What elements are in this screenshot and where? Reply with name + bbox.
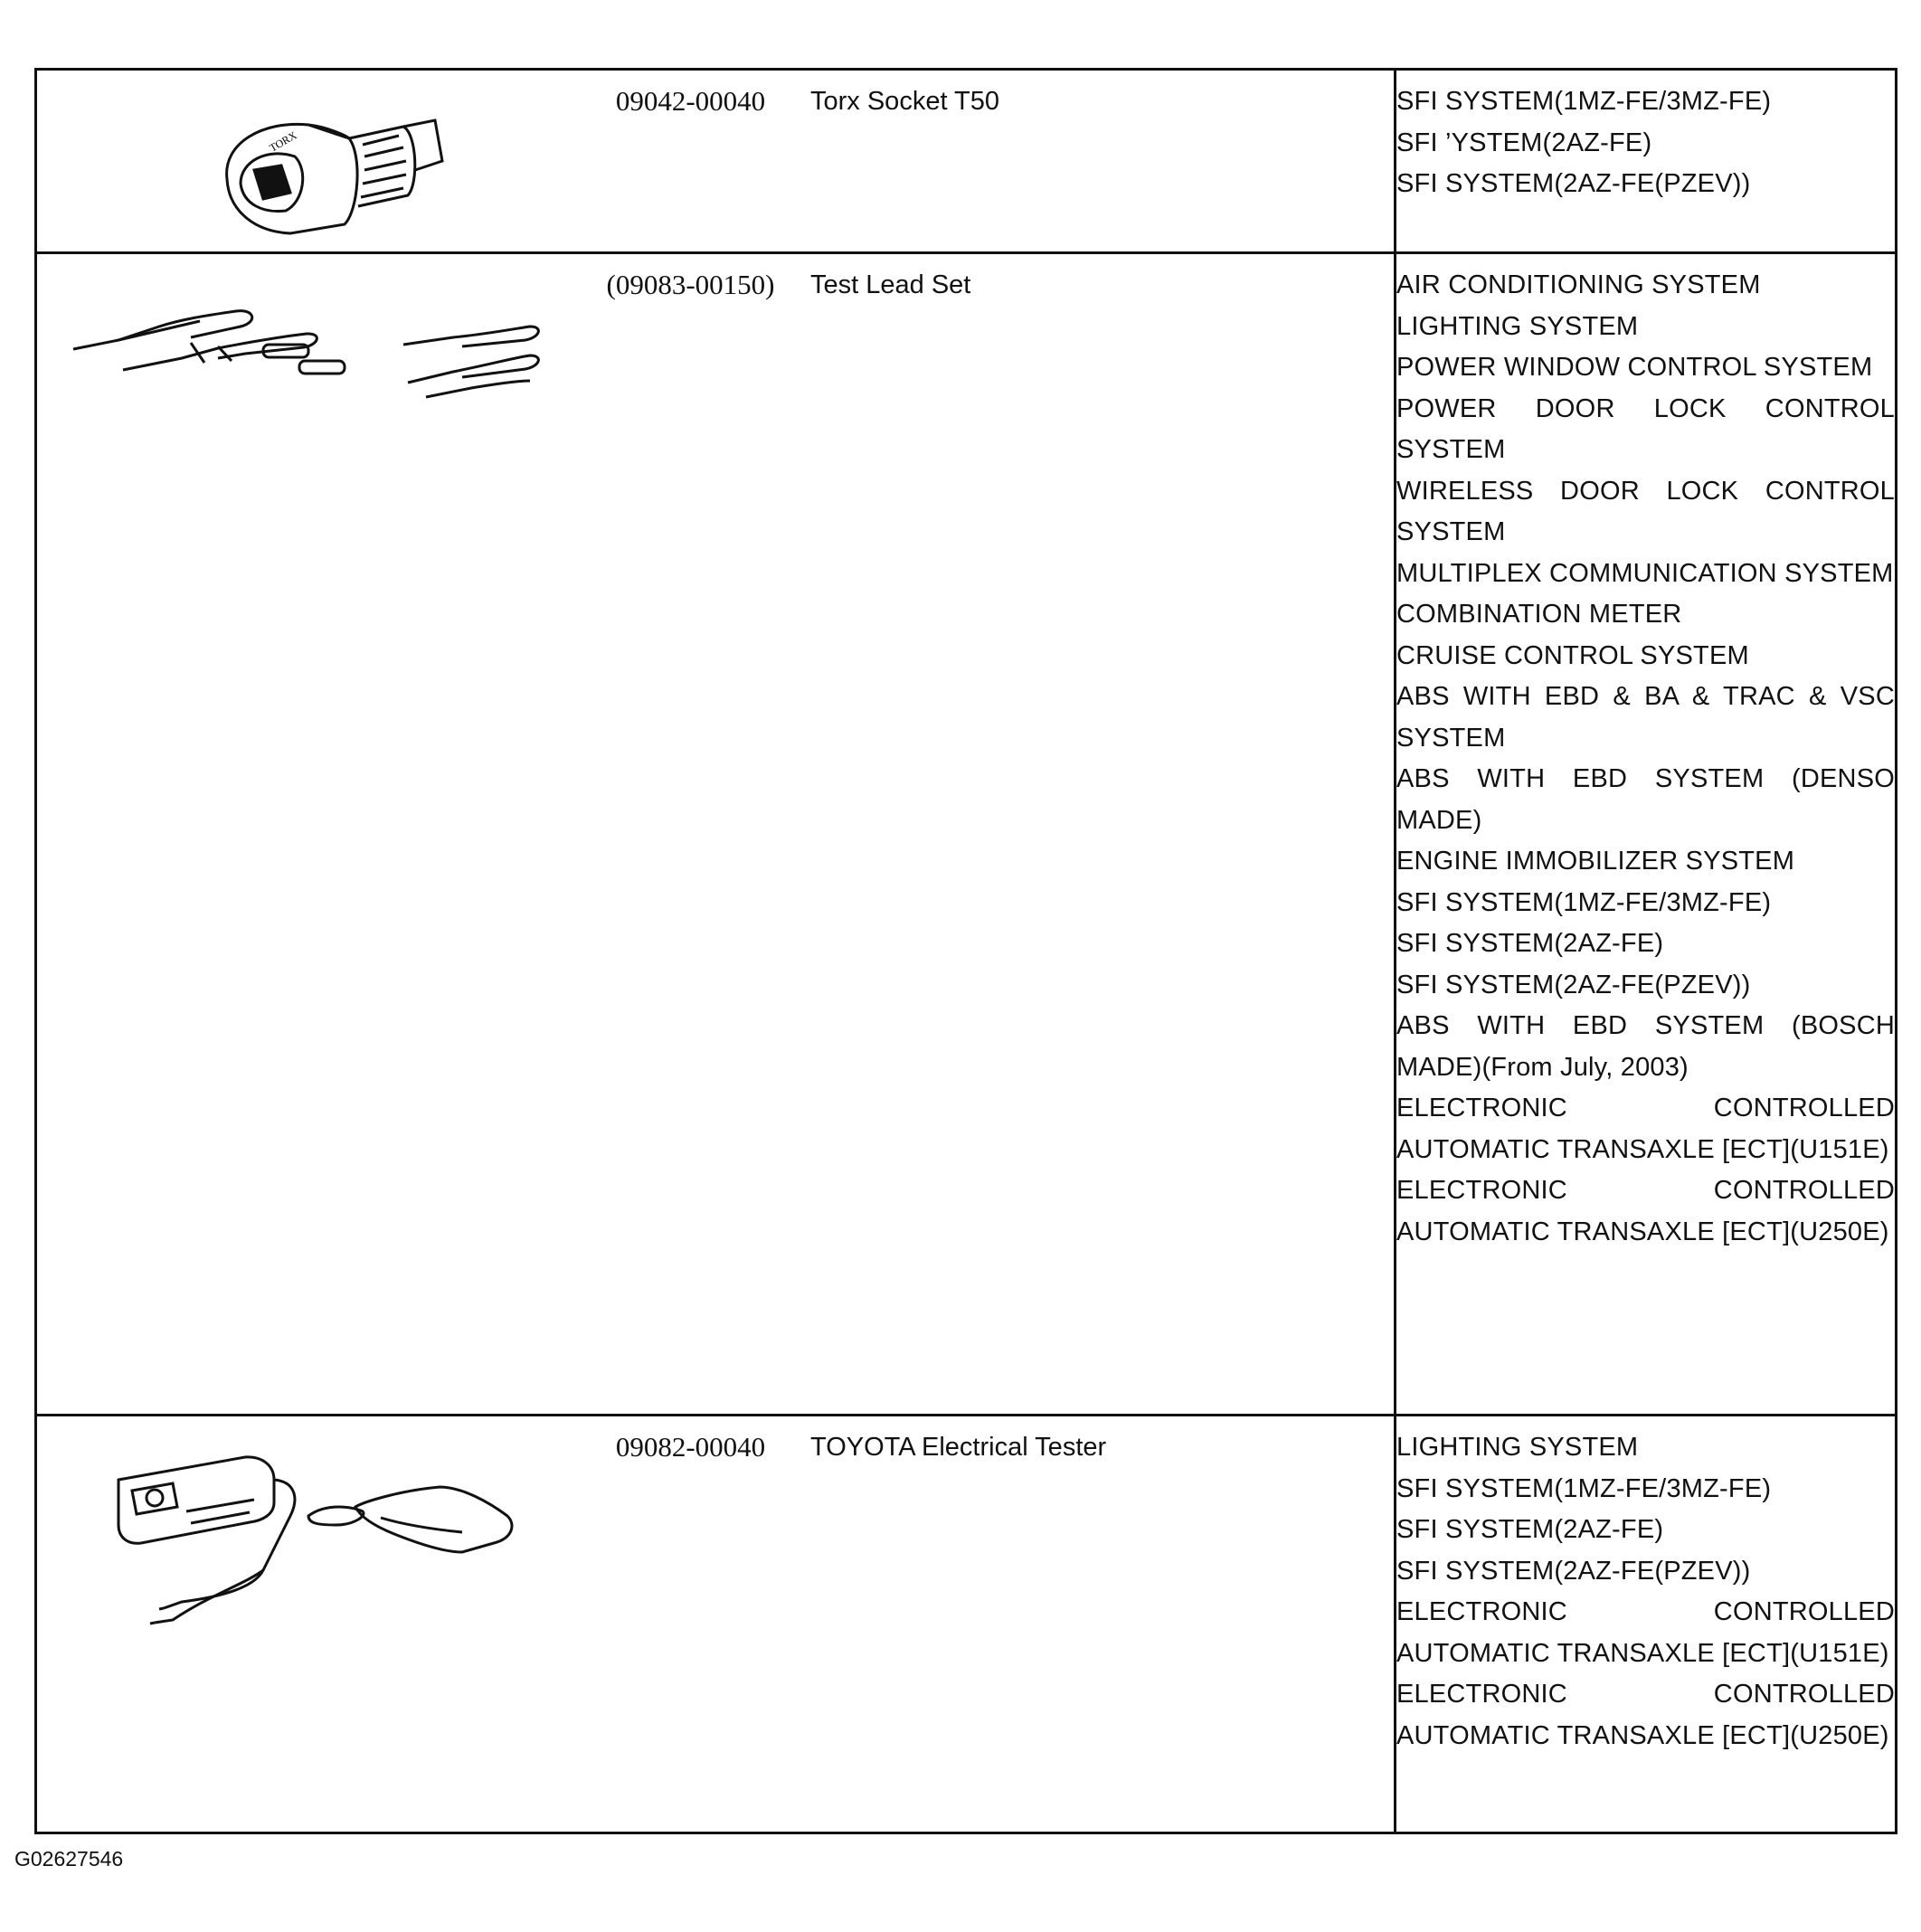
electrical-tester-icon xyxy=(37,1416,580,1643)
list-item: SFI SYSTEM(2AZ-FE) xyxy=(1396,929,1664,958)
list-item: AIR CONDITIONING SYSTEM xyxy=(1396,270,1761,299)
list-item: ELECTRONIC CONTROLLED AUTOMATIC TRANSAXLE [ECT](U151E) xyxy=(1396,1094,1895,1164)
list-item: POWER WINDOW CONTROL SYSTEM xyxy=(1396,353,1873,382)
table-row xyxy=(36,1416,1897,1833)
list-item: COMBINATION METER xyxy=(1396,600,1682,629)
table-row xyxy=(36,253,1897,1416)
applications-list xyxy=(1396,1416,1895,1757)
list-item: ABS WITH EBD & BA & TRAC & VSC SYSTEM xyxy=(1396,682,1895,753)
list-item: SFI SYSTEM(2AZ-FE(PZEV)) xyxy=(1396,1556,1751,1586)
list-item: ABS WITH EBD SYSTEM (DENSO MADE) xyxy=(1396,764,1895,835)
tool-name: TOYOTA Electrical Tester xyxy=(810,1433,1107,1462)
table-row xyxy=(36,70,1897,253)
list-item: ELECTRONIC CONTROLLED AUTOMATIC TRANSAXLE [ECT](U250E) xyxy=(1396,1176,1895,1246)
applications-cell xyxy=(1396,253,1897,1416)
list-item: WIRELESS DOOR LOCK CONTROL SYSTEM xyxy=(1396,476,1895,546)
list-item: SFI SYSTEM(1MZ-FE/3MZ-FE) xyxy=(1396,887,1772,917)
list-item: POWER DOOR LOCK CONTROL SYSTEM xyxy=(1396,393,1895,464)
list-item: CRUISE CONTROL SYSTEM xyxy=(1396,640,1749,670)
list-item: SFI SYSTEM(1MZ-FE/3MZ-FE) xyxy=(1396,87,1772,116)
tool-cell xyxy=(36,70,1396,253)
torx-socket-icon xyxy=(37,71,580,251)
applications-cell xyxy=(1396,70,1897,253)
applications-cell xyxy=(1396,1416,1897,1833)
list-item: SFI SYSTEM(2AZ-FE(PZEV)) xyxy=(1396,970,1751,999)
tool-cell xyxy=(36,1416,1396,1833)
figure-code: G02627546 xyxy=(14,1847,124,1870)
part-number: 09042-00040 xyxy=(615,85,766,117)
special-tools-table xyxy=(34,68,1897,1834)
list-item: ENGINE IMMOBILIZER SYSTEM xyxy=(1396,847,1795,876)
applications-list xyxy=(1396,71,1895,205)
list-item: SFI SYSTEM(2AZ-FE) xyxy=(1396,1515,1664,1544)
list-item: SFI SYSTEM(1MZ-FE/3MZ-FE) xyxy=(1396,1473,1772,1503)
list-item: MULTIPLEX COMMUNICATION SYSTEM xyxy=(1396,558,1894,588)
list-item: LIGHTING SYSTEM xyxy=(1396,1433,1639,1462)
test-leads-icon xyxy=(37,254,580,435)
list-item: ELECTRONIC CONTROLLED AUTOMATIC TRANSAXLE [ECT](U250E) xyxy=(1396,1680,1895,1750)
part-number: 09082-00040 xyxy=(615,1431,766,1463)
list-item: ELECTRONIC CONTROLLED AUTOMATIC TRANSAXLE [ECT](U151E) xyxy=(1396,1597,1895,1668)
part-number: (09083-00150) xyxy=(606,269,775,300)
list-item: LIGHTING SYSTEM xyxy=(1396,311,1639,341)
list-item: ABS WITH EBD SYSTEM (BOSCH MADE)(From July, 2003) xyxy=(1396,1011,1895,1082)
svg-text:TORX: TORX xyxy=(267,128,299,155)
tool-name: Torx Socket T50 xyxy=(810,87,1000,116)
list-item: SFI SYSTEM(2AZ-FE(PZEV)) xyxy=(1396,169,1751,198)
applications-list xyxy=(1396,254,1895,1253)
tool-name: Test Lead Set xyxy=(810,270,971,299)
tool-cell xyxy=(36,253,1396,1416)
list-item: SFI ’YSTEM(2AZ-FE) xyxy=(1396,128,1652,157)
